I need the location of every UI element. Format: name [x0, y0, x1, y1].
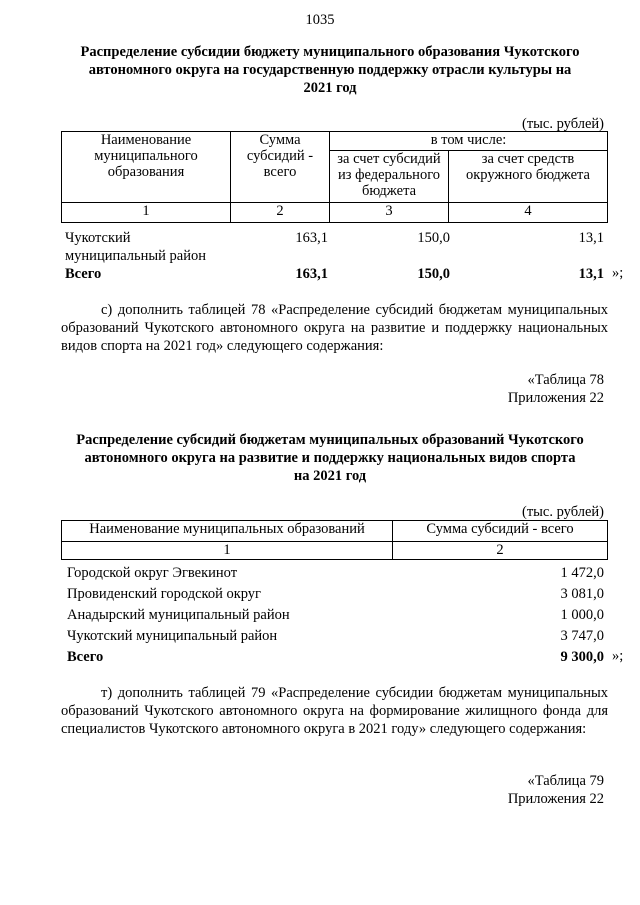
- col-number: 1: [62, 542, 393, 560]
- table-row: [61, 585, 608, 606]
- title-line: автономного округа на государственную поддержку отрасли культуры на: [88, 62, 572, 78]
- amendment-s-paragraph: с) дополнить таблицей 78 «Распределение субсидий бюджетам муниципальных образований Чукотского автономного округа на развитие и поддержку национальных видов спорта на 2021 год» следующего содержания:: [61, 302, 608, 354]
- title-line: 2021 год: [303, 80, 357, 96]
- col-number: 4: [449, 203, 608, 223]
- amendment-t-paragraph: т) дополнить таблицей 79 «Распределение субсидии бюджетам муниципальных образований Чукотского автономного округа на формирование жилищного фонда для специалистов Чукотского автономного округа в 2021 году» следующего содержания:: [61, 685, 608, 737]
- title-line: на 2021 год: [293, 468, 367, 484]
- header-incl: в том числе:: [330, 132, 608, 151]
- table78-caption: [400, 371, 604, 407]
- row-district: 13,1: [578, 230, 604, 246]
- col-number: 2: [231, 203, 330, 223]
- header-total: Сумма субсидий - всего: [393, 521, 608, 542]
- row-total: 1 000,0: [560, 607, 604, 623]
- header-name: Наименование муниципального образования: [62, 132, 231, 203]
- row-name: Городской округ Эгвекинот: [67, 565, 238, 581]
- culture-subsidy-table-body: [61, 229, 608, 283]
- total-sum: 163,1: [295, 266, 328, 282]
- title-line: Распределение субсидий бюджетам муниципальных образований Чукотского: [76, 432, 584, 448]
- title-line: автономного округа на развитие и поддержку национальных видов спорта: [84, 450, 576, 466]
- total-row: [61, 265, 608, 283]
- table79-title: [40, 431, 620, 485]
- col-number: 3: [330, 203, 449, 223]
- page-number: 1035: [305, 12, 335, 28]
- sport-subsidy-table-header: [61, 520, 608, 560]
- culture-subsidy-table-header: [61, 131, 608, 223]
- table-ref: «Таблица 78: [527, 372, 604, 388]
- header-name: Наименование муниципальных образований: [62, 521, 393, 542]
- row-total: 163,1: [295, 230, 328, 246]
- total-district: 13,1: [578, 266, 604, 282]
- col-number: 2: [393, 542, 608, 560]
- col-number: 1: [62, 203, 231, 223]
- closing-quote: »;: [612, 265, 624, 281]
- total-federal: 150,0: [417, 266, 450, 282]
- header-federal: за счет субсидий из федерального бюджета: [330, 151, 449, 203]
- table-row: [61, 606, 608, 627]
- appendix-ref: Приложения 22: [507, 390, 604, 406]
- row-total: 1 472,0: [560, 565, 604, 581]
- row-federal: 150,0: [417, 230, 450, 246]
- total-sum: 9 300,0: [560, 649, 604, 665]
- row-name: Чукотский муниципальный район: [67, 628, 278, 644]
- table-row: [61, 627, 608, 648]
- table-ref: «Таблица 79: [527, 773, 604, 789]
- row-total: 3 081,0: [560, 586, 604, 602]
- units-label: (тыс. рублей): [522, 504, 604, 520]
- row-name: Анадырский муниципальный район: [67, 607, 290, 623]
- sport-subsidy-table-body: [61, 564, 608, 669]
- closing-quote: »;: [612, 648, 624, 664]
- table78-title: [40, 43, 620, 97]
- row-total: 3 747,0: [560, 628, 604, 644]
- total-label: Всего: [65, 266, 102, 282]
- row-name: Провиденский городской округ: [67, 586, 262, 602]
- table-row: [61, 229, 608, 265]
- header-total: Сумма субсидий - всего: [231, 132, 330, 203]
- table-row: [61, 564, 608, 585]
- header-district: за счет средств окружного бюджета: [449, 151, 608, 203]
- table79-caption: [400, 772, 604, 808]
- units-label: (тыс. рублей): [522, 116, 604, 132]
- appendix-ref: Приложения 22: [507, 791, 604, 807]
- title-line: Распределение субсидии бюджету муниципального образования Чукотского: [80, 44, 580, 60]
- total-row: [61, 648, 608, 669]
- total-label: Всего: [67, 649, 104, 665]
- row-name: Чукотский муниципальный район: [65, 230, 206, 264]
